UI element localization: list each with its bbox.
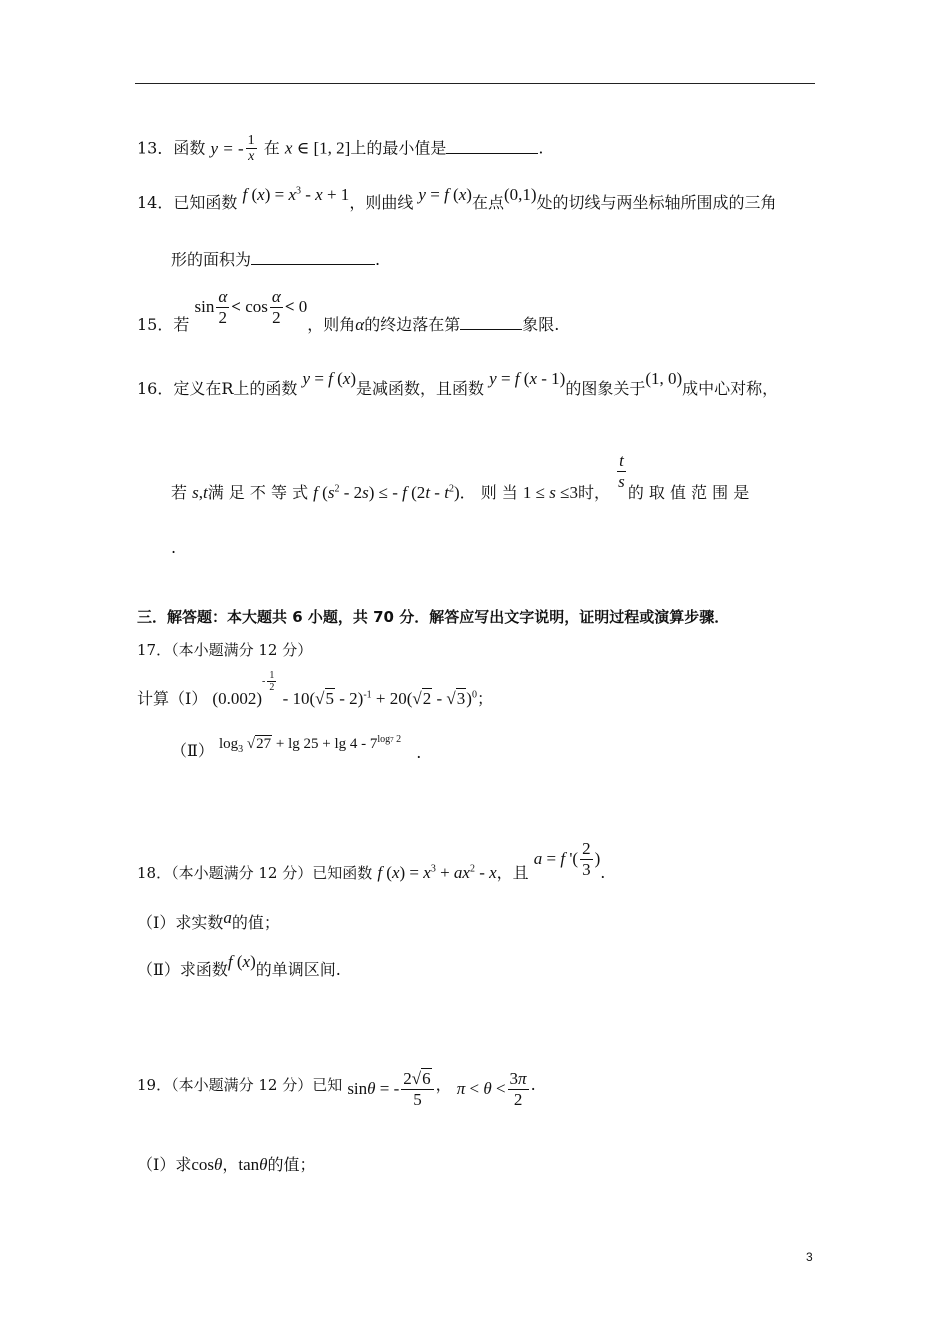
q18-function: f $(x) = x^3 + ax^2 - x$: [377, 862, 497, 882]
q15-answer-blank: [460, 315, 522, 330]
q19-head: 19．（本小题满分 12 分）已知: [137, 1075, 343, 1094]
q15-end: 象限.: [522, 314, 560, 334]
q15-inequality: sin $\frac{\alpha}{2}$ < cos $\frac{\alpha}{2}$ < 0: [194, 287, 308, 327]
q19-question: [137, 1070, 536, 1110]
q16-number: 16．: [137, 379, 174, 398]
q16-shifted-function: y = f (x - 1): [489, 369, 566, 388]
q15-pre: 若: [173, 314, 190, 334]
q16-answer-period: .: [171, 538, 177, 557]
section-3-title: 三．解答题：本大题共 6 小题，共 70 分．解答应写出文字说明，证明过程或演算步骤．: [137, 608, 730, 626]
q18-part1-label: （Ⅰ）求实数: [137, 913, 224, 932]
q19-sin: sinθ = - $\frac{2√6}{5}$: [347, 1079, 435, 1098]
q14-mid2: 在点: [471, 193, 504, 212]
q16-mid2: 的图象关于: [565, 379, 646, 398]
q18-part2-label: （Ⅱ）求函数: [137, 960, 228, 979]
question-16-line2: [171, 451, 750, 502]
q16-post: 成中心对称，: [682, 379, 779, 398]
q17-part2-label: （Ⅱ）: [171, 741, 214, 760]
question-15: [137, 287, 560, 334]
q14-mid1: ，则曲线: [349, 193, 414, 212]
q16-line2-post: 的 取 值 范 围 是: [627, 482, 750, 502]
q16-line2-pre: 若: [171, 482, 188, 502]
q14-pre: 已知函数: [173, 193, 238, 212]
q13-mid: 在: [263, 138, 280, 158]
q19-mid: ，: [435, 1074, 452, 1094]
q13-pre: 函数: [173, 138, 206, 158]
q18-mid: ，且: [496, 862, 529, 882]
q17-part2: [171, 730, 422, 762]
q17-part1-end: ；: [476, 689, 493, 708]
q14-point: (0,1): [503, 185, 537, 204]
q13-formula: y = - $\frac{1}{x}$: [210, 133, 255, 165]
q16-range: 1 ≤ s ≤3: [522, 482, 578, 502]
q19-part1-mid: ，: [222, 1155, 239, 1174]
q17-head: 17．（本小题满分 12 分）: [137, 641, 313, 659]
q13-domain: x ∈ [1, 2]: [284, 138, 351, 158]
q18-condition: a = f '( $\frac{2}{3}$ ): [533, 839, 601, 879]
q13-end: .: [538, 138, 544, 158]
q16-vars: s,t: [192, 482, 208, 502]
q14-end: .: [375, 250, 381, 269]
q13-number: 13．: [137, 138, 174, 158]
q14-number: 14．: [137, 193, 174, 212]
q19-tan: tanθ: [238, 1155, 268, 1174]
q16-line2-mid3: 时，: [577, 482, 610, 502]
q18-question: [137, 840, 605, 880]
q14-function: f $(x) = x^3 - x + 1$: [242, 185, 350, 204]
q16-line2-mid: 满 足 不 等 式: [207, 482, 309, 502]
q16-inequality: f $(s^2 - 2s)$ ≤ - f $(2t - t^2)$: [313, 482, 460, 502]
question-13: [137, 133, 543, 166]
q18-head: 18．（本小题满分 12 分）已知函数: [137, 863, 373, 882]
q14-answer-blank: [251, 250, 375, 265]
page-number: 3: [806, 1250, 813, 1264]
q18-part1: [137, 910, 280, 933]
q19-part1: [137, 1152, 316, 1175]
q18-end: .: [600, 862, 606, 882]
q19-part1-end: 的值；: [267, 1155, 316, 1174]
q18-part1-end: 的值；: [231, 913, 280, 932]
q16-center: (1, 0): [645, 369, 683, 388]
q13-answer-blank: [446, 139, 538, 154]
q15-angle: α: [355, 314, 365, 334]
q17-part2-end: .: [416, 743, 422, 762]
q19-end: .: [530, 1074, 536, 1094]
header-rule: [135, 83, 815, 84]
q16-pre: 定义在R上的函数: [173, 379, 298, 398]
q18-fx: f (x): [227, 952, 256, 971]
q15-mid: ，则角: [307, 314, 356, 334]
q17-part1: [137, 669, 493, 708]
q14-line2-text: 形的面积为: [171, 250, 252, 269]
q16-function: y = f (x): [302, 369, 357, 388]
q18-part2-end: 的单调区间.: [255, 960, 341, 979]
q15-post: 的终边落在第: [364, 314, 461, 334]
q19-cos: cosθ: [191, 1155, 223, 1174]
q19-part1-label: （Ⅰ）求: [137, 1155, 192, 1174]
q17-part2-expression: $\log_3 √27 + \lg 25 + \lg 4 - 7^{log7 2}$: [218, 734, 402, 755]
question-16: [137, 366, 779, 398]
q17-part1-label: 计算（Ⅰ）: [137, 689, 208, 708]
q16-ratio: $\frac{t}{s}$: [618, 451, 625, 491]
q14-curve: y = f (x): [418, 185, 472, 204]
question-14: [137, 185, 777, 213]
q14-post: 处的切线与两坐标轴所围成的三角: [536, 193, 777, 212]
q18-part2: [137, 952, 341, 980]
q13-post: 上的最小值是: [350, 138, 447, 158]
q19-range: π < θ < $\frac{3\pi}{2}$: [456, 1069, 527, 1109]
q16-mid1: 是减函数，且函数: [356, 379, 485, 398]
q18-var-a: a: [223, 908, 232, 927]
q16-line2-mid2: ． 则 当: [459, 482, 518, 502]
question-14-line2: [171, 247, 380, 270]
q17-part1-expression: $(0.002)^{- \frac{1}{2}}$ - 10(√5 - 2)$^{-1}$ + 20(√2 - √3)$^0$: [212, 669, 477, 708]
q15-number: 15．: [137, 314, 174, 334]
